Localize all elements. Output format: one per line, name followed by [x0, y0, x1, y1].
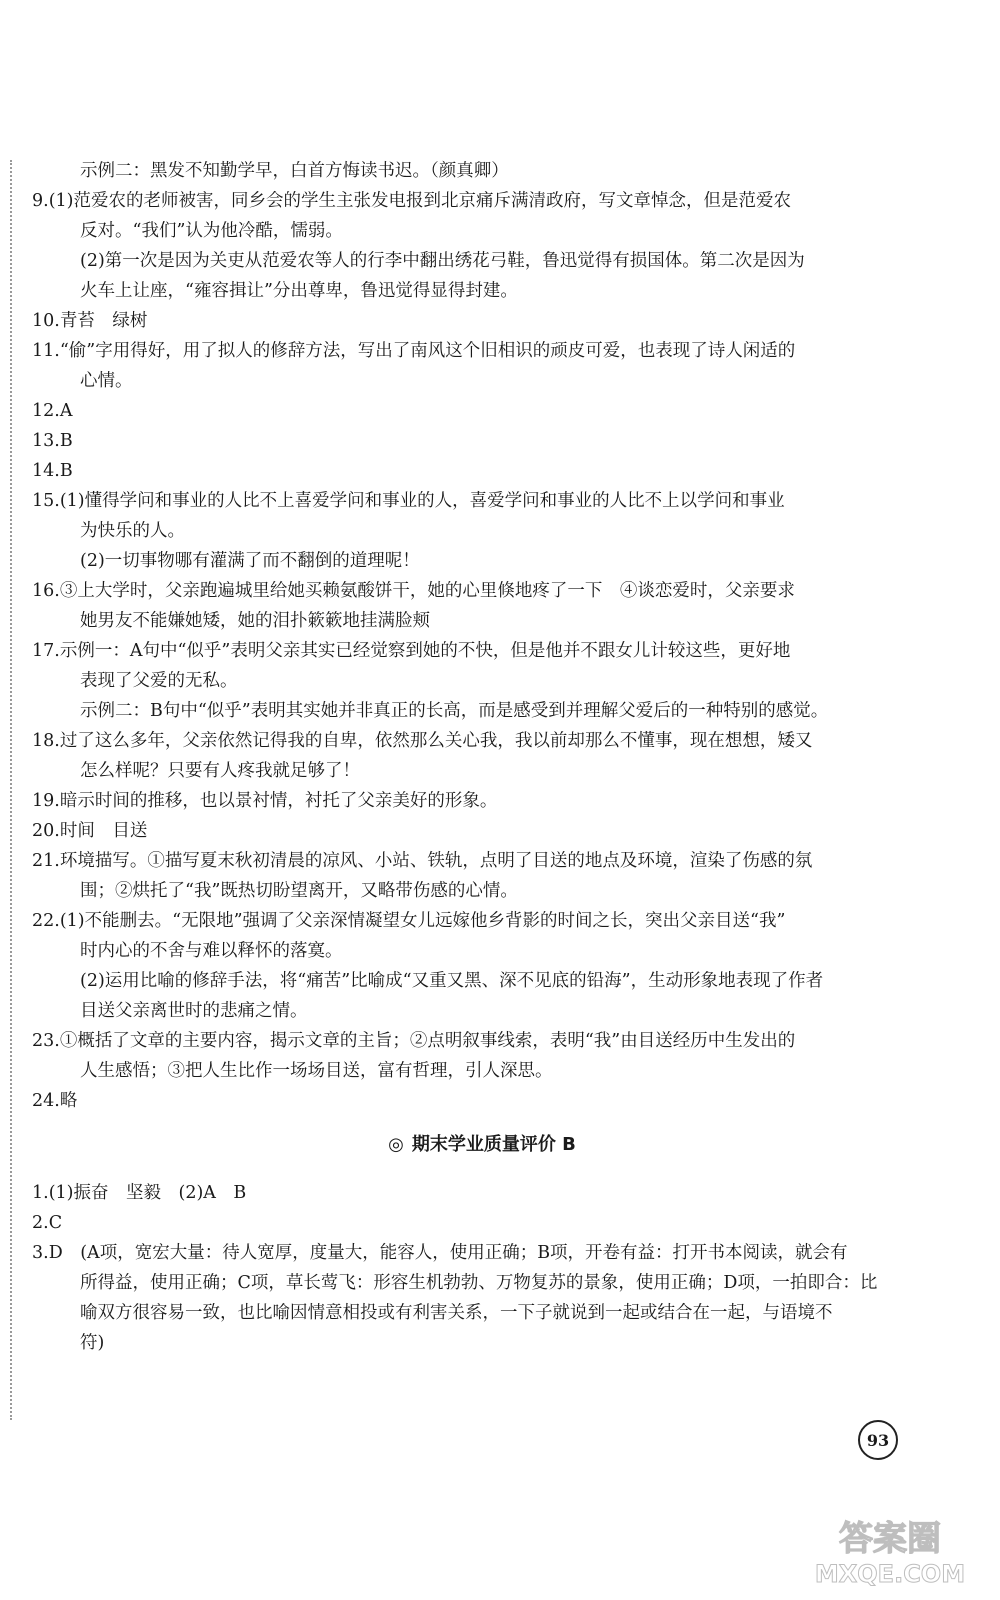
answer-line: 1.(1)振奋 坚毅 (2)A B [32, 1183, 247, 1203]
answer-line: (2)运用比喻的修辞手法，将“痛苦”比喻成“又重又黑、深不见底的铅海”，生动形象地表现了作者 [80, 971, 824, 991]
answer-line: 13.B [32, 431, 73, 451]
answer-line: 14.B [32, 461, 73, 481]
watermark-url-text: MXQE.COM [814, 1560, 966, 1588]
answer-content [32, 156, 932, 1358]
answer-line: (2)一切事物哪有灌满了而不翻倒的道理呢！ [80, 551, 420, 571]
answer-line: 火车上让座，“雍容揖让”分出尊卑，鲁迅觉得显得封建。 [80, 281, 518, 301]
answer-line: 9.(1)范爱农的老师被害，同乡会的学生主张发电报到北京痛斥满清政府，写文章悼念，但是范爱农 [32, 191, 791, 211]
answer-line: 19.暗示时间的推移，也以景衬情，衬托了父亲美好的形象。 [32, 791, 498, 811]
answer-line: 她男友不能嫌她矮，她的泪扑簌簌地挂满脸颊 [80, 611, 430, 631]
answer-line: 17.示例一：A句中“似乎”表明父亲其实已经觉察到她的不快，但是他并不跟女儿计较这些，更好地 [32, 641, 791, 661]
answer-line: 12.A [32, 401, 73, 421]
watermark-logo-text: 答案圈 [839, 1519, 941, 1559]
answer-line: 3.D (A项，宽宏大量：待人宽厚，度量大，能容人，使用正确；B项，开卷有益：打开书本阅读，就会有 [32, 1243, 848, 1263]
section-bullet-icon: ◎ [388, 1134, 404, 1155]
answer-line: 怎么样呢？只要有人疼我就足够了！ [80, 761, 360, 781]
answer-line: 符) [80, 1333, 105, 1353]
answer-line: 24.略 [32, 1091, 78, 1111]
watermark-logo [790, 1510, 990, 1590]
answer-line: 时内心的不舍与难以释怀的落寞。 [80, 941, 343, 961]
answer-line: 15.(1)懂得学问和事业的人比不上喜爱学问和事业的人，喜爱学问和事业的人比不上以学问和事业 [32, 491, 785, 511]
page-number: 93 [858, 1420, 898, 1460]
answer-line: 2.C [32, 1213, 63, 1233]
section-heading [32, 1130, 932, 1160]
answer-line: (2)第一次是因为关吏从范爱农等人的行李中翻出绣花弓鞋，鲁迅觉得有损国体。第二次是因为 [80, 251, 805, 271]
binding-margin-line [10, 160, 12, 1420]
answer-line: 围；②烘托了“我”既热切盼望离开，又略带伤感的心情。 [80, 881, 518, 901]
answer-line: 16.③上大学时，父亲跑遍城里给她买赖氨酸饼干，她的心里倏地疼了一下 ④谈恋爱时，父亲要求 [32, 581, 795, 601]
answer-line: 20.时间 目送 [32, 821, 148, 841]
answer-line: 21.环境描写。①描写夏末秋初清晨的凉风、小站、铁轨，点明了目送的地点及环境，渲染了伤感的氛 [32, 851, 813, 871]
answer-line: 心情。 [80, 371, 133, 391]
answer-line: 表现了父爱的无私。 [80, 671, 238, 691]
answer-line: 11.“偷”字用得好，用了拟人的修辞方法，写出了南风这个旧相识的顽皮可爱，也表现了诗人闲适的 [32, 341, 796, 361]
answer-line: 18.过了这么多年，父亲依然记得我的自卑，依然那么关心我，我以前却那么不懂事，现在想想，矮又 [32, 731, 813, 751]
answer-line: 为快乐的人。 [80, 521, 185, 541]
section-title: 期末学业质量评价 B [411, 1134, 576, 1155]
answer-line: 示例二：黑发不知勤学早，白首方悔读书迟。（颜真卿） [80, 161, 509, 181]
answer-line: 目送父亲离世时的悲痛之情。 [80, 1001, 308, 1021]
answer-line: 22.(1)不能删去。“无限地”强调了父亲深情凝望女儿远嫁他乡背影的时间之长，突出父亲目送“我” [32, 911, 786, 931]
answer-line: 10.青苔 绿树 [32, 311, 148, 331]
answer-line: 喻双方很容易一致，也比喻因情意相投或有利害关系，一下子就说到一起或结合在一起，与语境不 [80, 1303, 833, 1323]
answer-line: 23.①概括了文章的主要内容，揭示文章的主旨；②点明叙事线索，表明“我”由目送经历中生发出的 [32, 1031, 796, 1051]
answer-line: 示例二：B句中“似乎”表明其实她并非真正的长高，而是感受到并理解父爱后的一种特别的感觉。 [80, 701, 829, 721]
answer-line: 人生感悟；③把人生比作一场场目送，富有哲理，引人深思。 [80, 1061, 553, 1081]
answer-line: 所得益，使用正确；C项，草长莺飞：形容生机勃勃、万物复苏的景象，使用正确；D项，一拍即合：比 [80, 1273, 878, 1293]
answer-line: 反对。“我们”认为他冷酷，懦弱。 [80, 221, 343, 241]
